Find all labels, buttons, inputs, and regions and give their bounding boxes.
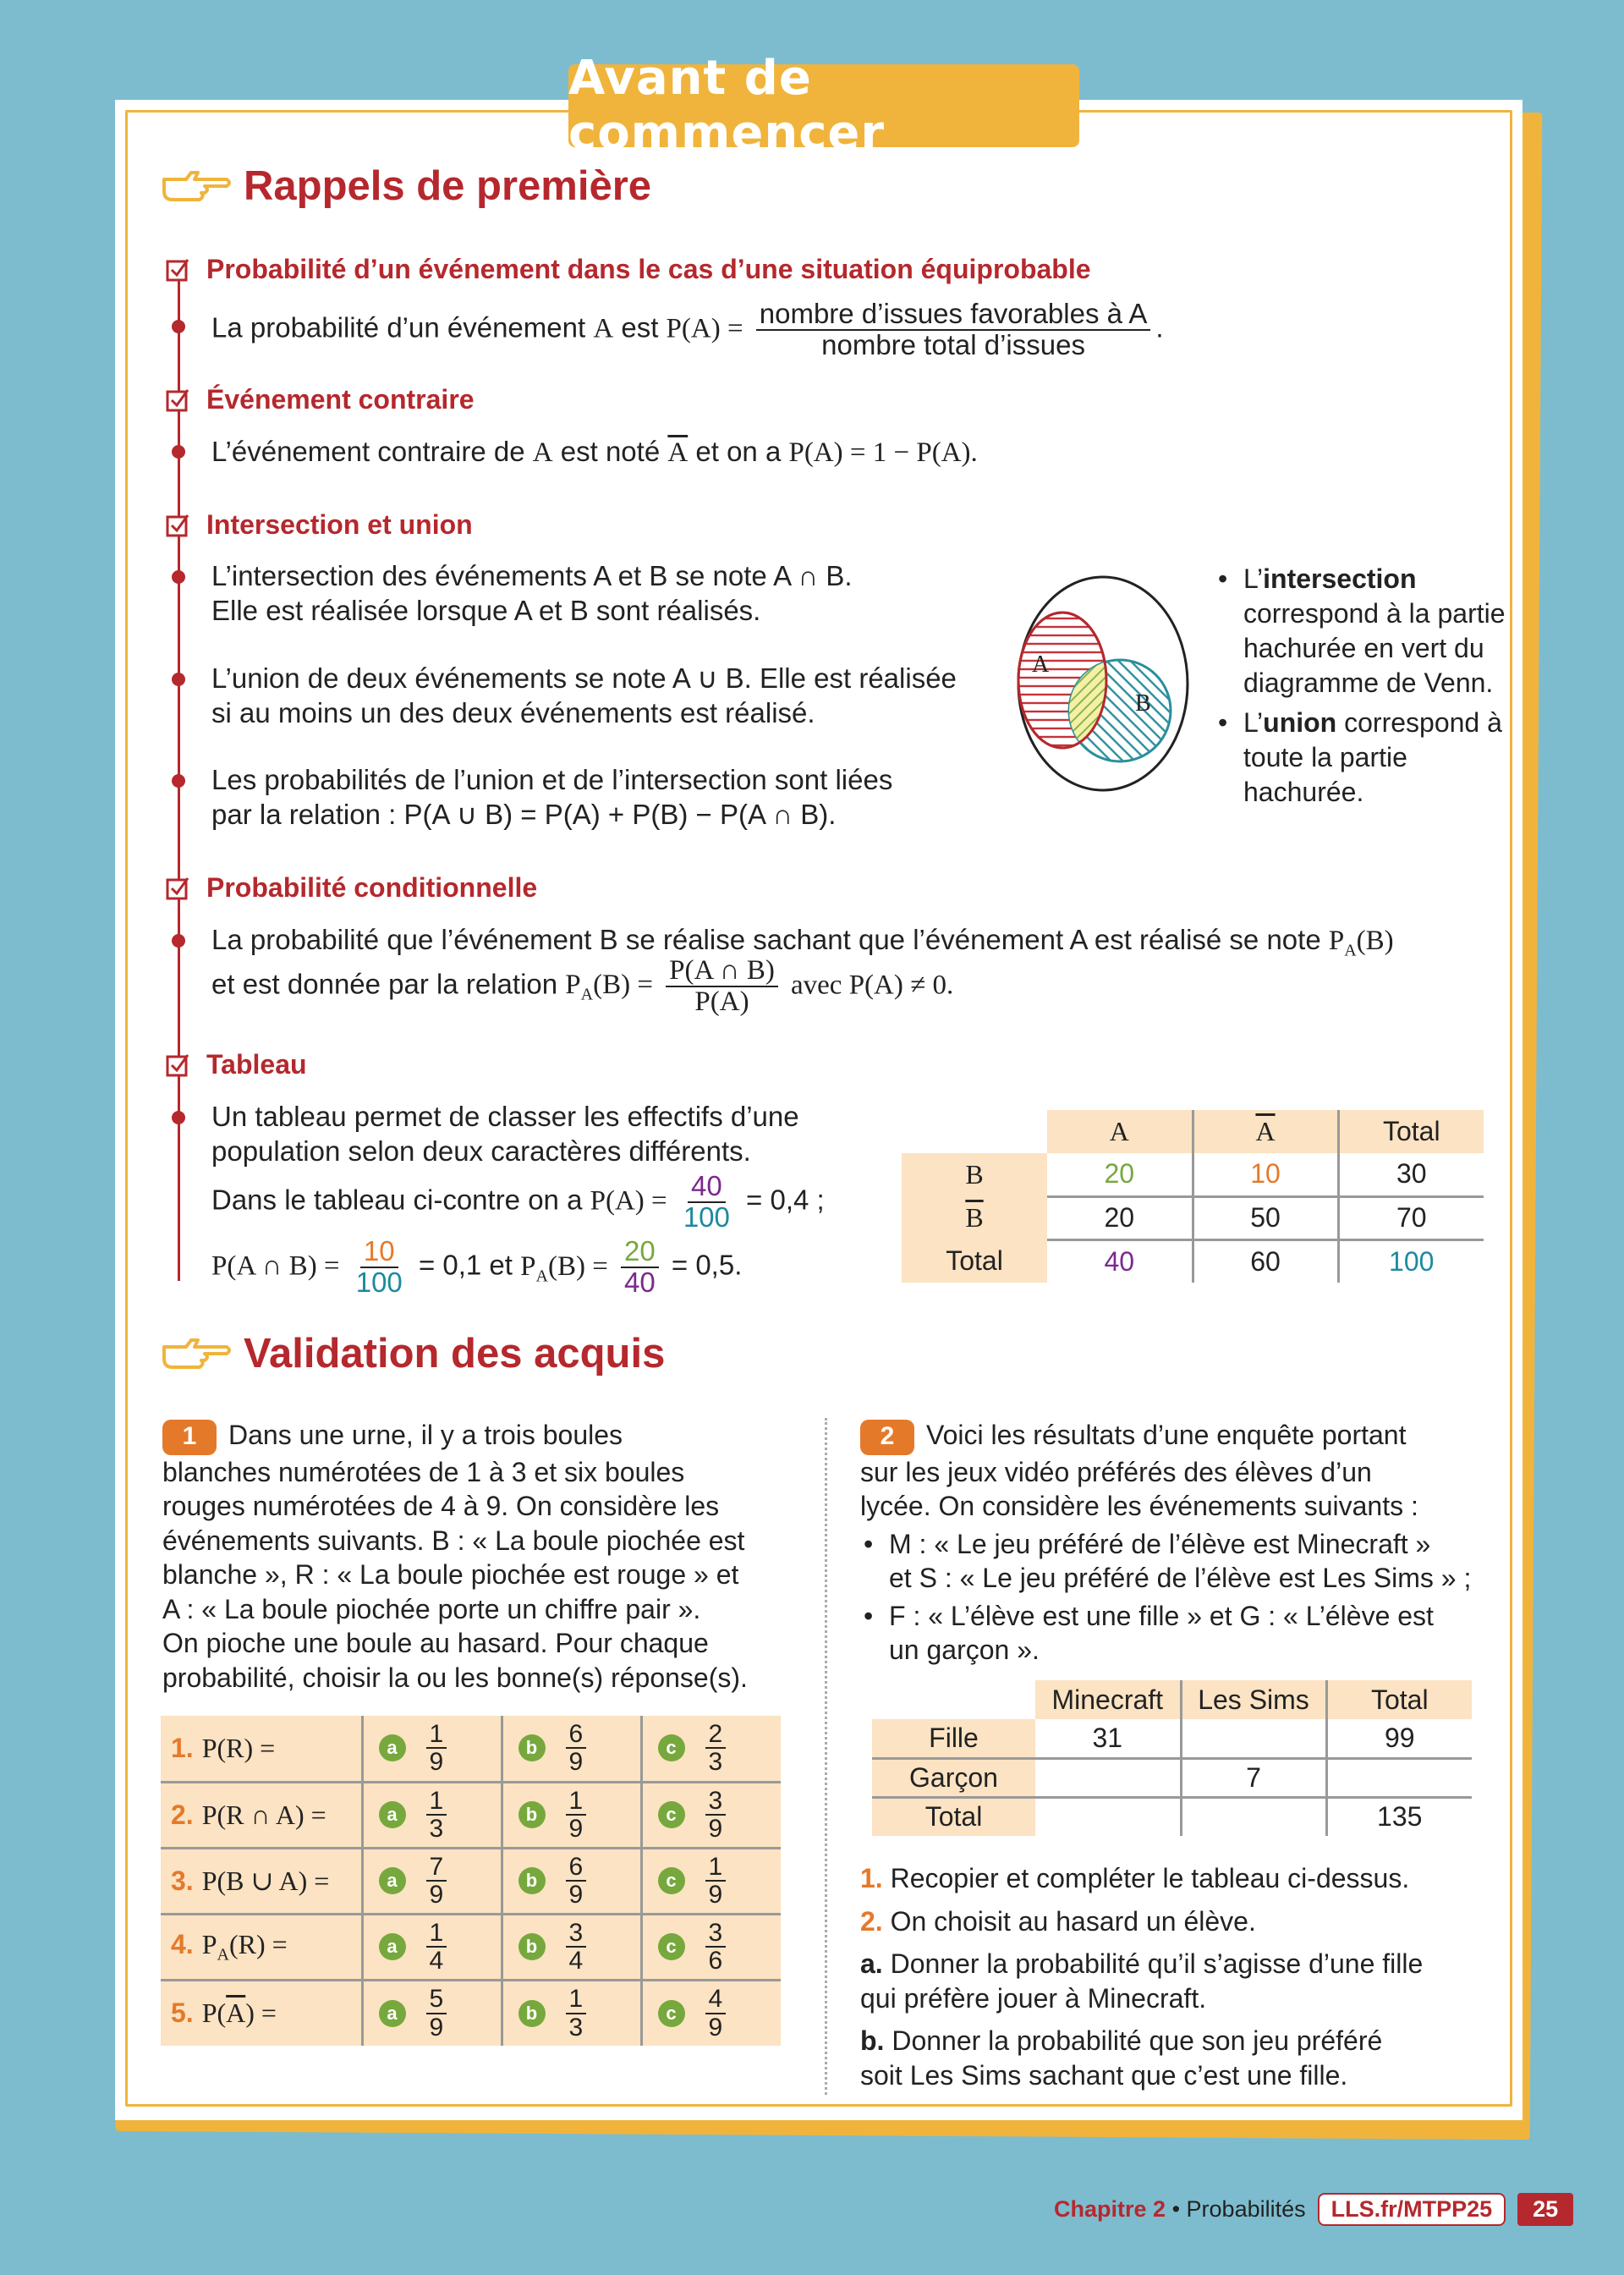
formula: P(A) = 1 − P(A). [788, 437, 978, 468]
answer-c[interactable]: c $\frac{4}{9}$ [641, 1980, 781, 2046]
answer-b[interactable]: b $\frac{6}{9}$ [502, 1716, 641, 1782]
fraction: $\frac{40}{100}$ [683, 1170, 730, 1233]
text-line: Elle est réalisée lorsque A et B sont réalisés. [211, 595, 761, 626]
union-text [211, 661, 957, 730]
var-complement: $\overline{A}$ [667, 437, 689, 468]
checkbox-icon [166, 388, 189, 412]
intersection-text [211, 558, 853, 628]
table-row [902, 1196, 1484, 1239]
text-line: L’union de deux événements se note A ∪ B. Elle est réalisée [211, 662, 957, 694]
checkbox-icon [166, 876, 189, 900]
table-cell [1181, 1797, 1326, 1836]
answer-a[interactable]: a $\frac{1}{3}$ [362, 1782, 502, 1848]
legend-item-intersection: • L’intersection correspond à la partie hachurée en vert du diagramme de Venn. [1218, 562, 1506, 701]
table-cell: 20 [1047, 1196, 1193, 1239]
table-row [902, 1239, 1484, 1283]
formula: avec P(A) ≠ 0. [791, 970, 954, 1001]
column-divider [825, 1418, 827, 2095]
table-corner [902, 1110, 1047, 1153]
survey-table [872, 1680, 1472, 1836]
text: et est donnée par la relation [211, 968, 558, 1000]
rubric-equiprobable [166, 254, 1091, 285]
text-line: probabilité, choisir la ou les bonne(s) réponse(s). [162, 1662, 748, 1693]
question-item: 2. On choisit au hasard un élève. [860, 1905, 1256, 1937]
row-label: $\overline{B}$ [902, 1196, 1047, 1239]
checkbox-icon [166, 1053, 189, 1077]
fraction: $\frac{20}{40}$ [621, 1237, 659, 1297]
table-corner [872, 1680, 1035, 1719]
table-cell: 30 [1338, 1153, 1484, 1196]
row-label: Total [872, 1797, 1035, 1836]
section-title-rappels [161, 162, 651, 210]
footer-link[interactable]: LLS.fr/MTPP25 [1318, 2193, 1506, 2226]
text-line: lycée. On considère les événements suivants : [860, 1491, 1418, 1522]
text: L’événement contraire de [211, 436, 525, 467]
rubric-heading: Événement contraire [206, 384, 475, 415]
text-line: sur les jeux vidéo préférés des élèves d’un [860, 1456, 1372, 1487]
text-line: A : « La boule piochée porte un chiffre pair ». [162, 1593, 701, 1624]
bullet-dot [172, 1111, 185, 1124]
venn-legend [1218, 562, 1506, 815]
text: est [621, 311, 659, 343]
exercise-number-badge: 1 [162, 1420, 217, 1455]
table-header: Minecraft [1035, 1680, 1181, 1719]
checkbox-icon [166, 514, 189, 537]
venn-label-b: B [1135, 690, 1151, 717]
text: est noté [560, 436, 661, 467]
table-row [872, 1719, 1472, 1758]
question-item: 1. Recopier et compléter le tableau ci-dessus. [860, 1863, 1410, 1893]
rubric-heading: Probabilité conditionnelle [206, 872, 538, 903]
text-line: population selon deux caractères différents. [211, 1135, 751, 1167]
legend-item-union: • L’union correspond à toute la partie hachurée. [1218, 706, 1506, 810]
fraction-numerator: nombre d’issues favorables à A [756, 299, 1151, 331]
exercise-number-badge: 2 [860, 1420, 914, 1455]
venn-diagram [1012, 572, 1198, 795]
table-cell [1326, 1758, 1472, 1797]
fraction-denominator: P(A) [694, 986, 749, 1017]
page-number: 25 [1517, 2193, 1573, 2226]
qcm-question: P(R) = [201, 1732, 276, 1763]
table-header: Total [1338, 1110, 1484, 1153]
contraire-text [211, 434, 978, 470]
table-row [872, 1797, 1472, 1836]
rubric-tableau [166, 1049, 307, 1080]
table-cell: 50 [1193, 1196, 1338, 1239]
text-line: 1 Dans une urne, il y a trois boules [162, 1418, 805, 1455]
qcm-question: P(B ∪ A) = [201, 1866, 330, 1896]
table-cell [1035, 1797, 1181, 1836]
row-label: Fille [872, 1719, 1035, 1758]
qcm-row: 3. P(B ∪ A) = a $\frac{7}{9}$ b $\frac{6}{9}$ c $\frac{1}{9}$ [161, 1848, 781, 1914]
text-line: par la relation : P(A ∪ B) = P(A) + P(B) − P(A ∩ B). [211, 799, 837, 830]
rubric-contraire [166, 384, 475, 415]
text-line: événements suivants. B : « La boule piochée est [162, 1525, 745, 1556]
question-item: a. Donner la probabilité qu’il s’agisse d’une fille qui préfère jouer à Minecraft. [860, 1948, 1424, 2014]
table-cell: 70 [1338, 1196, 1484, 1239]
question-item: b. Donner la probabilité que son jeu préféré soit Les Sims sachant que c’est une fille. [860, 2025, 1383, 2091]
table-header: Les Sims [1181, 1680, 1326, 1719]
bullet-dot [172, 774, 185, 788]
qcm-row: 2. P(R ∩ A) = a $\frac{1}{3}$ b $\frac{1}{9}$ c $\frac{3}{9}$ [161, 1782, 781, 1848]
pointing-hand-icon [161, 168, 232, 205]
table-cell: 60 [1193, 1239, 1338, 1283]
row-label: B [902, 1153, 1047, 1196]
footer-chapter: Chapitre 2 • Probabilités [1054, 2196, 1306, 2222]
bullet-dot [172, 320, 185, 333]
qcm-question: P(R ∩ A) = [201, 1799, 326, 1830]
text-line: 2 Voici les résultats d’une enquête portant [860, 1418, 1503, 1455]
answer-b[interactable]: b $\frac{6}{9}$ [502, 1848, 641, 1914]
banner-title: Avant de commencer [568, 51, 886, 161]
row-label: Total [902, 1239, 1047, 1283]
answer-a[interactable]: a $\frac{1}{4}$ [362, 1914, 502, 1980]
text-line: si au moins un des deux événements est réalisé. [211, 697, 815, 728]
table-header: Total [1326, 1680, 1472, 1719]
answer-c[interactable]: c $\frac{2}{3}$ [641, 1716, 781, 1782]
text: La probabilité que l’événement B se réalise sachant que l’événement A est réalisé se note [211, 924, 1321, 955]
table-cell: 20 [1047, 1153, 1193, 1196]
text: . [1155, 311, 1164, 343]
text-line: blanche », R : « La boule piochée est rouge » et [162, 1559, 739, 1591]
qcm-row: 5. $P(\overline{A})$ = a $\frac{5}{9}$ b $\frac{1}{3}$ c $\frac{4}{9}$ [161, 1980, 781, 2046]
table-row [872, 1758, 1472, 1797]
table-cell: 7 [1181, 1758, 1326, 1797]
qcm-question: $P_A(R)$ = [201, 1928, 288, 1965]
row-label: Garçon [872, 1758, 1035, 1797]
text-line: Dans le tableau ci-contre on a P(A) = $\frac{40}{100}$ = 0,4 ; [211, 1170, 825, 1233]
var: A [532, 437, 553, 468]
exercise-2 [860, 1418, 1503, 1668]
answer-a[interactable]: a $\frac{7}{9}$ [362, 1848, 502, 1914]
answer-c[interactable]: c $\frac{1}{9}$ [641, 1848, 781, 1914]
qcm-row: 1. P(R) = a $\frac{1}{9}$ b $\frac{6}{9}$ c $\frac{2}{3}$ [161, 1716, 781, 1782]
table-header: $\overline{A}$ [1193, 1110, 1338, 1153]
qcm-question: $P(\overline{A})$ = [201, 1997, 277, 2029]
exercise-2-questions [860, 1861, 1503, 2092]
qcm-row: 4. $P_A(R)$ = a $\frac{1}{4}$ b $\frac{3}{4}$ c $\frac{3}{6}$ [161, 1914, 781, 1980]
bullet-dot [172, 673, 185, 686]
answer-c[interactable]: c $\frac{3}{6}$ [641, 1914, 781, 1980]
formula: P(A) = [666, 313, 743, 344]
fraction: $\frac{10}{100}$ [355, 1235, 403, 1298]
answer-c[interactable]: c $\frac{3}{9}$ [641, 1782, 781, 1848]
fraction-denominator: nombre total d’issues [821, 328, 1085, 360]
page-footer [1054, 2193, 1573, 2226]
table-header: A [1047, 1110, 1193, 1153]
list-item: • M : « Le jeu préféré de l’élève est Minecraft » et S : « Le jeu préféré de l’élève est Les Sims » ; [864, 1528, 1472, 1594]
relation-text [211, 762, 892, 832]
rubric-intersection-union [166, 509, 473, 541]
validation-title: Validation des acquis [244, 1331, 666, 1377]
text-line: On pioche une boule au hasard. Pour chaque [162, 1628, 709, 1659]
qcm-table [161, 1716, 781, 2046]
answer-a[interactable]: a $\frac{1}{9}$ [362, 1716, 502, 1782]
contingency-table [902, 1110, 1484, 1283]
conditionnelle-line2 [211, 956, 953, 1016]
tableau-text [211, 1099, 825, 1298]
section-title-validation [161, 1330, 665, 1377]
checkbox-icon [166, 258, 189, 282]
rappels-spine [178, 264, 180, 1281]
equiprobable-text [211, 299, 1164, 360]
venn-label-a: A [1032, 651, 1050, 678]
answer-a[interactable]: a $\frac{5}{9}$ [362, 1980, 502, 2046]
rappels-title: Rappels de première [244, 163, 652, 209]
fraction-numerator: P(A ∩ B) [666, 956, 778, 987]
bullet-dot [172, 570, 185, 584]
text-line: blanches numérotées de 1 à 3 et six boules [162, 1456, 685, 1487]
text-line: Un tableau permet de classer les effectifs d’une [211, 1101, 799, 1132]
text-line: Les probabilités de l’union et de l’intersection sont liées [211, 764, 893, 795]
table-cell: 31 [1035, 1719, 1181, 1758]
fraction [756, 299, 1151, 360]
text-line: L’intersection des événements A et B se note A ∩ B. [211, 560, 853, 591]
answer-b[interactable]: b $\frac{3}{4}$ [502, 1914, 641, 1980]
bullet-dot [172, 445, 185, 459]
formula: $P_A(B)$ = [565, 970, 653, 1004]
table-cell: 135 [1377, 1801, 1423, 1833]
formula: $P_A(B)$ [1328, 926, 1394, 960]
answer-b[interactable]: b $\frac{1}{3}$ [502, 1980, 641, 2046]
table-cell [1181, 1719, 1326, 1758]
exercise-1 [162, 1418, 805, 1695]
answer-b[interactable]: b $\frac{1}{9}$ [502, 1782, 641, 1848]
fraction [666, 956, 778, 1016]
table-cell: 99 [1326, 1719, 1472, 1758]
banner [568, 51, 1079, 161]
text: et on a [695, 436, 782, 467]
list-item: • F : « L’élève est une fille » et G : « L’élève est un garçon ». [864, 1600, 1434, 1666]
pointing-hand-icon [161, 1335, 232, 1372]
table-cell [1035, 1758, 1181, 1797]
rubric-heading: Tableau [206, 1049, 307, 1080]
text-line: P(A ∩ B) = $\frac{10}{100}$ = 0,1 et $P_A(B)$ = $\frac{20}{40}$ = 0,5. [211, 1235, 743, 1298]
bullet-dot [172, 934, 185, 948]
text: La probabilité d’un événement [211, 311, 586, 343]
rubric-conditionnelle [166, 872, 537, 904]
rubric-heading: Probabilité d’un événement dans le cas d’une situation équiprobable [206, 254, 1091, 284]
table-cell: 10 [1193, 1153, 1338, 1196]
table-cell: 100 [1389, 1245, 1435, 1277]
text-line: rouges numérotées de 4 à 9. On considère les [162, 1491, 720, 1522]
table-row [902, 1153, 1484, 1196]
rubric-heading: Intersection et union [206, 509, 473, 540]
var: A [593, 313, 614, 344]
table-cell: 40 [1047, 1239, 1193, 1283]
